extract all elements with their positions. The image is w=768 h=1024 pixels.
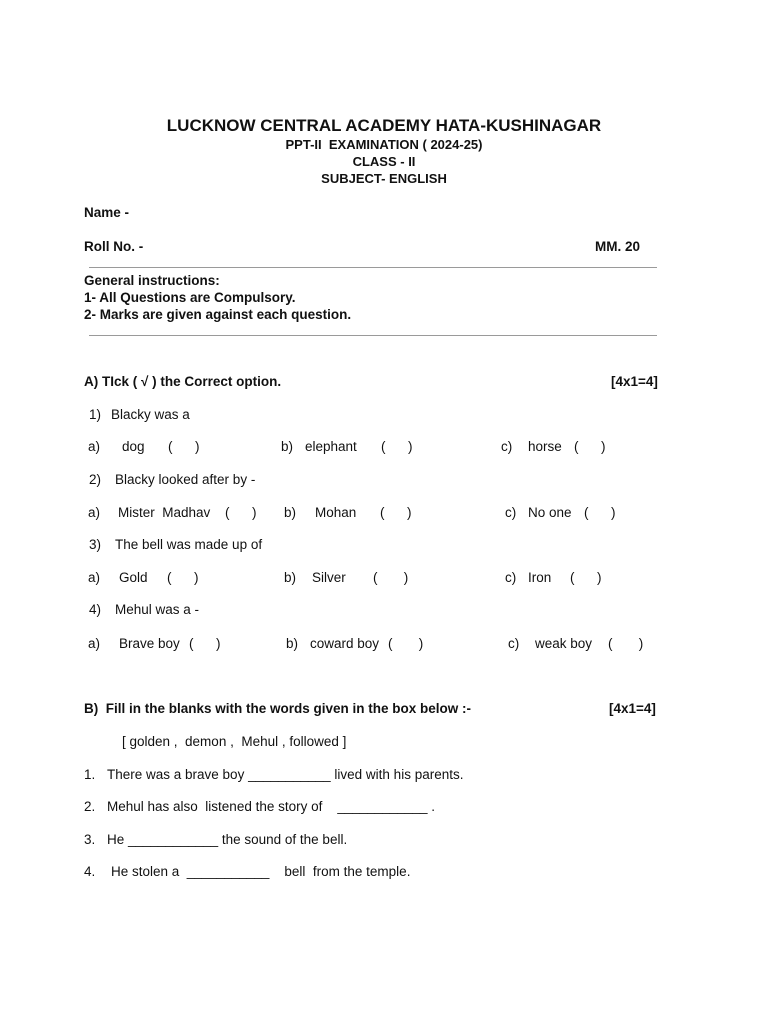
option-letter: a): [88, 570, 101, 585]
answer-bracket: ( ): [570, 570, 602, 585]
answer-bracket: ( ): [373, 570, 409, 585]
section-b-heading: B) Fill in the blanks with the words given in the box below :-: [84, 701, 472, 716]
option-text: Brave boy: [119, 636, 180, 651]
answer-bracket: ( ): [189, 636, 221, 651]
option-letter: a): [88, 636, 101, 651]
answer-bracket: ( ): [168, 439, 200, 454]
option-text: dog: [122, 439, 145, 454]
max-marks: MM. 20: [595, 239, 641, 254]
option-letter: b): [284, 505, 297, 520]
question-number: 4): [89, 602, 102, 617]
option-text: horse: [528, 439, 562, 454]
question-text: Mehul has also listened the story of ____________ .: [107, 799, 435, 814]
question-text: He ____________ the sound of the bell.: [107, 832, 348, 847]
option-letter: c): [508, 636, 520, 651]
word-box: [ golden , demon , Mehul , followed ]: [122, 734, 347, 749]
question-number: 1.: [84, 767, 96, 782]
option-text: Silver: [312, 570, 346, 585]
question-text: Blacky looked after by -: [115, 472, 256, 487]
divider-bottom: [89, 335, 657, 336]
question-text: Blacky was a: [111, 407, 190, 422]
option-text: weak boy: [535, 636, 593, 651]
answer-bracket: ( ): [167, 570, 199, 585]
answer-bracket: ( ): [381, 439, 413, 454]
question-number: 1): [89, 407, 102, 422]
question-text: He stolen a ___________ bell from the temple.: [111, 864, 411, 879]
option-letter: a): [88, 439, 101, 454]
answer-bracket: ( ): [584, 505, 616, 520]
question-number: 4.: [84, 864, 96, 879]
option-text: elephant: [305, 439, 357, 454]
option-letter: b): [281, 439, 294, 454]
option-text: coward boy: [310, 636, 380, 651]
option-letter: b): [286, 636, 299, 651]
option-text: Gold: [119, 570, 148, 585]
instruction-item: 2- Marks are given against each question.: [84, 307, 352, 322]
question-text: The bell was made up of: [115, 537, 263, 552]
option-letter: c): [501, 439, 513, 454]
answer-bracket: ( ): [608, 636, 644, 651]
question-number: 2.: [84, 799, 96, 814]
answer-bracket: ( ): [574, 439, 606, 454]
option-text: No one: [528, 505, 572, 520]
answer-bracket: ( ): [380, 505, 412, 520]
option-letter: a): [88, 505, 101, 520]
question-text: Mehul was a -: [115, 602, 200, 617]
question-number: 3): [89, 537, 102, 552]
question-text: There was a brave boy ___________ lived with his parents.: [107, 767, 464, 782]
option-text: Mohan: [315, 505, 357, 520]
instruction-item: 1- All Questions are Compulsory.: [84, 290, 296, 305]
school-name: LUCKNOW CENTRAL ACADEMY HATA-KUSHINAGAR: [166, 116, 602, 135]
option-text: Iron: [528, 570, 552, 585]
option-letter: c): [505, 505, 517, 520]
class-label: CLASS - II: [352, 154, 416, 169]
subject-label: SUBJECT- ENGLISH: [321, 171, 447, 186]
answer-bracket: ( ): [388, 636, 424, 651]
option-letter: b): [284, 570, 297, 585]
exam-title: PPT-II EXAMINATION ( 2024-25): [285, 137, 483, 152]
divider-top: [89, 267, 657, 268]
roll-label: Roll No. -: [84, 239, 144, 254]
question-number: 3.: [84, 832, 96, 847]
section-b-marks: [4x1=4]: [609, 701, 656, 716]
option-text: Mister Madhav: [118, 505, 211, 520]
option-letter: c): [505, 570, 517, 585]
name-label: Name -: [84, 205, 130, 220]
instructions-heading: General instructions:: [84, 273, 220, 288]
section-a-marks: [4x1=4]: [611, 374, 658, 389]
section-a-heading: A) TIck ( √ ) the Correct option.: [84, 374, 282, 389]
question-number: 2): [89, 472, 102, 487]
answer-bracket: ( ): [225, 505, 257, 520]
